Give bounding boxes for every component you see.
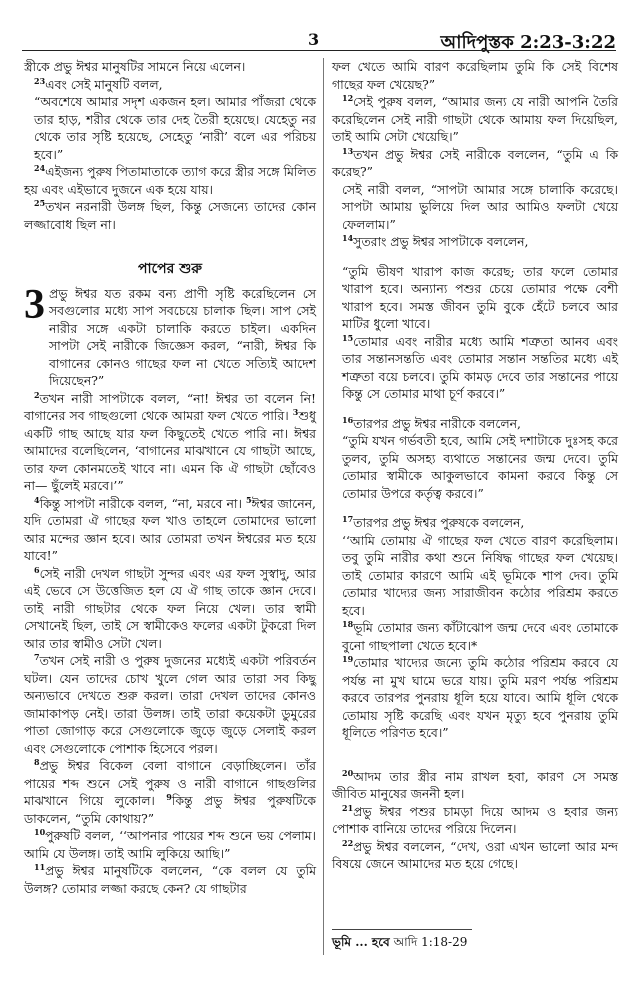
verse-12 — [332, 93, 618, 146]
verse-text: “তুমি ভীষণ খারাপ কাজ করেছ; তার ফলে তোমার খারাপ হবে। অন্যান্য পশুর চেয়ে তোমার পক্ষে বেশী খারাপ হবে। সমস্ত জীবন তুমি বুকে হেঁটে চলবে আর মাটির ধুলো খাবে। — [342, 263, 618, 331]
verse-number: 17 — [342, 513, 354, 524]
chapter-number: 3 — [24, 281, 45, 328]
verse-text: প্রভু ঈশ্বর মানুষটিকে বললেন, “কে বলল যে তুমি উলঙ্গ? তোমার লজ্জা করছে কেন? যে গাছটার — [24, 863, 316, 896]
verse-6 — [24, 565, 316, 653]
verse-number: 4 — [34, 494, 40, 505]
verse-text: তারপর প্রভু ঈশ্বর পুরুষকে বললেন, — [353, 515, 525, 530]
verse-text: এইজন্য পুরুষ পিতামাতাকে ত্যাগ করে স্ত্রীর সঙ্গে মিলিত হয় এবং এইভাবে দুজনে এক হয়ে যায়। — [24, 164, 316, 197]
verse-text: তখন সেই নারী ও পুরুষ দুজনের মধ্যেই একটা পরিবর্তন ঘটল। যেন তাদের চোখ খুলে গেল আর তারা সব কিছু অন্যভাবে দেখতে শুরু করল। তারা দেখল তাদের কোনও জামাকাপড় নেই। তারা উলঙ্গ। তাই তারা কয়েকটা ডুমুরের পাতা জোগাড় করে সেগুলোকে জুড়ে জুড়ে সেলাই করল এবং সেগুলোকে পোশাক হিসেবে পরল। — [24, 653, 316, 756]
verse-text: তোমার খাদ্যের জন্যে তুমি কঠোর পরিশ্রম করবে যে পর্যন্ত না মুখ ঘামে ভরে যায়। তুমি মরণ পর্যন্ত পরিশ্রম করবে তারপর পুনরায় ধূলি হয়ে যাবে। আমি ধূলি থেকে তোমায় সৃষ্টি করেছি এবং যখন মৃত্যু হবে পুনরায় তুমি ধূলিতে পরিণত হবে।” — [342, 655, 618, 740]
verse-text: সেই নারী দেখল গাছটা সুন্দর এবং এর ফল সুস্বাদু, আর এই ভেবে সে উত্তেজিত হল যে ঐ গাছ তাকে জ্ঞান দেবে। তাই নারী গাছটার থেকে ফল নিয়ে খেল। তার স্বামী সেখানেই ছিল, তাই সে স্বামীকেও ফলের একটা টুকরো দিল আর তার স্বামীও সেটা খেল। — [24, 565, 316, 651]
verse-text: প্রভু ঈশ্বর বিকেল বেলা বাগানে বেড়াচ্ছিলেন। তাঁর পায়ের শব্দ শুনে সেই পুরুষ ও নারী বাগানে গাছগুলির মাঝখানে গিয়ে লুকোল। — [24, 758, 316, 808]
verse-text: ফল খেতে আমি বারণ করেছিলাম তুমি কি সেই বিশেষ গাছের ফল খেয়েছ?” — [332, 59, 618, 92]
verse-text: “অবশেষে আমার সদৃশ একজন হল। আমার পাঁজরা থেকে তার হাড়, শরীর থেকে তার দেহ তৈরী হয়েছে। যেহেতু নর থেকে তার সৃষ্টি হয়েছে, সেহেতু ‘নারী’ বলে এর পরিচয় হবে।” — [34, 94, 316, 162]
verse-20 — [332, 768, 618, 803]
verse-number: 25 — [34, 197, 46, 208]
section-heading: পাপের শুরু — [137, 261, 203, 277]
verse-22 — [332, 838, 618, 873]
verse-text: কিন্তু সাপটা নারীকে বলল, “না, মরবে না। — [39, 495, 246, 511]
verse-number: 15 — [342, 332, 354, 343]
verse-text: কিন্তু প্রভু ঈশ্বর পুরুষটিকে ডাকলেন, “তুমি কোথায়?” — [24, 793, 316, 826]
verse-number: 2 — [34, 389, 40, 400]
verse-15 — [332, 333, 618, 403]
verse-number: 12 — [342, 92, 354, 103]
page-number: 3 — [308, 30, 320, 49]
chapter-start — [24, 281, 316, 390]
verse-number: 8 — [34, 756, 40, 767]
verse-continuation — [332, 263, 618, 333]
verse-number: 23 — [34, 75, 46, 86]
verse-1: প্রভু ঈশ্বর যত রকম বন্য প্রাণী সৃষ্টি করেছিলেন সে সবগুলোর মধ্যে সাপ সবচেয়ে চালাক ছিল। সাপ সেই নারীর সঙ্গে একটা চালাকি করতে চাইল। একদিন সাপটা সেই নারীকে জিজ্ঞেস করল, “নারী, ঈশ্বর কি বাগানের কোনও গাছের ফল না খেতে সত্যিই আদেশ দিয়েছেন?” — [49, 285, 316, 388]
verse-number: 5 — [245, 494, 252, 505]
verse-number: 6 — [34, 564, 40, 575]
verse-number: 7 — [34, 651, 40, 662]
verse-text: পুরুষটি বলল, ‘‘আপনার পায়ের শব্দ শুনে ভয় পেলাম। আমি যে উলঙ্গ। তাই আমি লুকিয়ে আছি।” — [24, 828, 316, 861]
footnote-rule — [332, 929, 472, 930]
verse-continuation — [332, 58, 618, 93]
verse-7 — [24, 652, 316, 757]
verse-23 — [24, 76, 316, 94]
verse-text: এবং সেই মানুষটি বলল, — [45, 76, 163, 92]
verse-text: তখন নারী সাপটাকে বলল, “না! ঈশ্বর তা বলেন নি! বাগানের সব গাছগুলো থেকে আমরা ফল খেতে পারি। — [24, 390, 316, 423]
verse-25 — [24, 198, 316, 233]
verse-24 — [24, 163, 316, 198]
verse-continuation — [332, 532, 618, 620]
verse-text: স্ত্রীকে প্রভু ঈশ্বর মানুষটির সামনে নিয়ে এলেন। — [24, 59, 246, 74]
verse-14 — [332, 233, 618, 251]
spacer — [332, 403, 618, 415]
verse-11 — [24, 862, 316, 897]
verse-4 — [24, 495, 316, 565]
verse-text: ঈশ্বর জানেন, যদি তোমরা ঐ গাছের ফল খাও তাহলে তোমাদের ভালো আর মন্দের জ্ঞান হবে। আর তোমরা তখন ঈশ্বরের মত হয়ে যাবে!” — [24, 495, 316, 563]
footnote — [332, 934, 467, 954]
verse-text: সেই পুরুষ বলল, “আমার জন্য যে নারী আপনি তৈরি করেছিলেন সেই নারী গাছটা থেকে আমায় ফল দিয়েছিল, তাই আমি সেটা খেয়েছি।” — [332, 94, 618, 144]
verse-text: শুধু একটি গাছ আছে যার ফল কিছুতেই খেতে পারি না। ঈশ্বর আমাদের বলেছিলেন, ‘বাগানের মাঝখানে যে গাছটা আছে, তার ফল কোনমতেই খাবে না। এমন কি ঐ গাছটা ছোঁবেও না— ছুঁলেই মরবে।’” — [24, 408, 316, 493]
verse-text: ভূমি তোমার জন্য কাঁটাঝোপ জন্ম দেবে এবং তোমাকে বুনো গাছপালা খেতে হবে।* — [342, 620, 618, 653]
footnote-ref: আদি 1:18-29 — [393, 935, 468, 949]
verse-text: সুতরাং প্রভু ঈশ্বর সাপটাকে বললেন, — [353, 234, 529, 249]
verse-number: 16 — [342, 414, 354, 425]
verse-16 — [332, 415, 618, 433]
left-column — [24, 58, 316, 897]
verse-continuation — [24, 58, 316, 76]
verse-text: তখন নরনারী উলঙ্গ ছিল, কিন্তু সেজন্যে তাদের কোন লজ্জাবোধ ছিল না। — [24, 199, 316, 232]
verse-number: 21 — [342, 802, 354, 813]
verse-text: তারপর প্রভু ঈশ্বর নারীকে বললেন, — [353, 415, 521, 431]
book-reference: আদিপুস্তক 2:23-3:22 — [440, 32, 616, 53]
left-column-top — [24, 58, 316, 233]
verse-text: সেই নারী বলল, “সাপটা আমার সঙ্গে চালাকি করেছে। সাপটা আমায় ভুলিয়ে দিল আর আমিও ফলটা খেয়ে ফেললাম।” — [342, 181, 618, 232]
verse-number: 13 — [342, 145, 354, 156]
left-column-body — [24, 390, 316, 898]
verse-number: 14 — [342, 232, 354, 243]
verse-21 — [332, 803, 618, 838]
spacer — [332, 251, 618, 263]
verse-18 — [332, 619, 618, 654]
column-divider — [323, 58, 324, 955]
verse-continuation — [332, 432, 618, 502]
verse-19 — [332, 654, 618, 742]
verse-13 — [332, 146, 618, 181]
verse-number: 22 — [342, 837, 354, 848]
verse-number: 19 — [342, 653, 354, 664]
verse-text: ‘‘আমি তোমায় ঐ গাছের ফল খেতে বারণ করেছিলাম। তবু তুমি নারীর কথা শুনে নিষিদ্ধ গাছের ফল খেয়েছ। তাই তোমার কারণে আমি এই ভূমিকে শাপ দেব। তুমি তোমার খাদ্যের জন্য সারাজীবন কঠোর পরিশ্রম করতে হবে। — [342, 532, 618, 618]
verse-10 — [24, 827, 316, 862]
verse-continuation — [24, 93, 316, 163]
verse-number: 20 — [342, 767, 354, 778]
right-column-body — [332, 58, 618, 873]
footnote-term: ভূমি ... হবে — [332, 935, 390, 949]
spacer — [332, 742, 618, 768]
verse-text: আদম তার স্ত্রীর নাম রাখল হবা, কারণ সে সমস্ত জীবিত মানুষের জননী হল। — [332, 768, 618, 801]
verse-8 — [24, 757, 316, 827]
right-column — [332, 58, 618, 873]
verse-number: 24 — [34, 162, 46, 173]
verse-number: 10 — [34, 826, 46, 837]
verse-text: প্রভু ঈশ্বর পশুর চামড়া দিয়ে আদম ও হবার জন্য পোশাক বানিয়ে তাদের পরিয়ে দিলেন। — [332, 803, 618, 836]
verse-text: তখন প্রভু ঈশ্বর সেই নারীকে বললেন, “তুমি এ কি করেছ?” — [332, 146, 618, 179]
verse-number: 11 — [34, 861, 46, 872]
verse-number: 9 — [166, 791, 172, 802]
verse-number: 3 — [292, 406, 299, 417]
verse-text: তোমার এবং নারীর মধ্যে আমি শত্রুতা আনব এবং তার সন্তানসন্ততি এবং তোমার সন্তান সন্ততির মধ্যে এই শত্রুতা বয়ে চলবে। তুমি কামড় দেবে তার সন্তানের পায়ে কিন্তু সে তোমার মাথা চূর্ণ করবে।” — [342, 333, 618, 401]
spacer — [332, 502, 618, 514]
verse-text: প্রভু ঈশ্বর বললেন, “দেখ, ওরা এখন ভালো আর মন্দ বিষয়ে জেনে আমাদের মত হয়ে গেছে। — [332, 838, 618, 871]
verse-continuation — [332, 181, 618, 234]
verse-2 — [24, 390, 316, 495]
verse-text: “তুমি যখন গর্ভবতী হবে, আমি সেই দশাটাকে দুঃসহ করে তুলব, তুমি অসহ্য ব্যথাতে সন্তানের জন্ম দেবে। তুমি তোমার স্বামীকে আকুলভাবে কামনা করবে কিন্তু সে তোমার উপরে কর্তৃত্ব করবে।” — [342, 433, 618, 501]
verse-number: 18 — [342, 618, 354, 629]
verse-17 — [332, 514, 618, 532]
header-rule — [22, 50, 616, 51]
